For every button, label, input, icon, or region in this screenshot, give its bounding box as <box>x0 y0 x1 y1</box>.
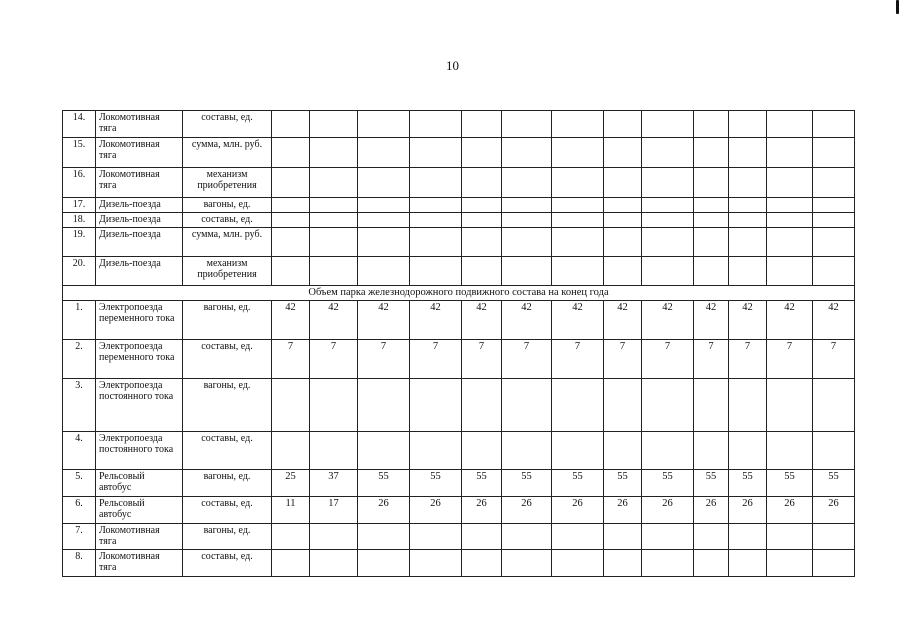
value-cell <box>729 228 767 257</box>
value-cell <box>813 168 855 198</box>
value-cell <box>462 168 502 198</box>
value-cell: 26 <box>462 497 502 524</box>
value-cell <box>410 379 462 432</box>
value-cell <box>272 198 310 213</box>
scan-edge-mark <box>896 0 899 14</box>
rolling-stock-table <box>62 110 855 577</box>
value-cell <box>272 213 310 228</box>
row-number: 5. <box>63 470 96 497</box>
value-cell <box>552 379 604 432</box>
table-row <box>63 550 855 577</box>
value-cell <box>694 228 729 257</box>
row-number: 1. <box>63 301 96 340</box>
value-cell: 55 <box>604 470 642 497</box>
value-cell <box>767 379 813 432</box>
value-cell <box>358 138 410 168</box>
value-cell <box>410 550 462 577</box>
value-cell <box>604 379 642 432</box>
value-cell: 26 <box>767 497 813 524</box>
value-cell <box>410 257 462 286</box>
value-cell <box>813 379 855 432</box>
value-cell <box>604 550 642 577</box>
value-cell <box>767 432 813 470</box>
value-cell <box>767 257 813 286</box>
value-cell <box>813 138 855 168</box>
value-cell <box>642 168 694 198</box>
value-cell <box>502 432 552 470</box>
value-cell <box>502 198 552 213</box>
value-cell <box>729 379 767 432</box>
value-cell <box>813 111 855 138</box>
value-cell <box>410 138 462 168</box>
table-row <box>63 111 855 138</box>
value-cell <box>410 524 462 550</box>
value-cell: 55 <box>767 470 813 497</box>
table-row <box>63 228 855 257</box>
row-name: Локомотивная тяга <box>96 524 183 550</box>
value-cell: 55 <box>502 470 552 497</box>
value-cell <box>729 524 767 550</box>
row-name: Дизель-поезда <box>96 228 183 257</box>
value-cell <box>694 213 729 228</box>
value-cell <box>642 198 694 213</box>
row-number: 2. <box>63 340 96 379</box>
row-name: Дизель-поезда <box>96 198 183 213</box>
value-cell <box>462 550 502 577</box>
table-row <box>63 524 855 550</box>
value-cell: 42 <box>642 301 694 340</box>
value-cell <box>358 168 410 198</box>
value-cell <box>813 228 855 257</box>
table-row <box>63 340 855 379</box>
value-cell: 55 <box>410 470 462 497</box>
table-row <box>63 432 855 470</box>
value-cell <box>767 111 813 138</box>
value-cell <box>729 257 767 286</box>
value-cell <box>642 138 694 168</box>
value-cell <box>729 111 767 138</box>
table-row <box>63 497 855 524</box>
value-cell: 25 <box>272 470 310 497</box>
row-number: 15. <box>63 138 96 168</box>
row-name: Электропоезда постоянного тока <box>96 432 183 470</box>
value-cell <box>358 550 410 577</box>
value-cell <box>604 198 642 213</box>
row-number: 4. <box>63 432 96 470</box>
row-unit: составы, ед. <box>183 550 272 577</box>
value-cell <box>410 432 462 470</box>
value-cell <box>694 168 729 198</box>
value-cell <box>642 228 694 257</box>
value-cell <box>813 198 855 213</box>
value-cell <box>642 550 694 577</box>
value-cell <box>604 257 642 286</box>
table-body-bottom <box>63 301 855 577</box>
value-cell <box>694 550 729 577</box>
value-cell <box>604 111 642 138</box>
value-cell <box>410 198 462 213</box>
value-cell: 7 <box>310 340 358 379</box>
value-cell <box>694 257 729 286</box>
value-cell: 42 <box>358 301 410 340</box>
value-cell <box>410 228 462 257</box>
value-cell: 7 <box>272 340 310 379</box>
value-cell <box>272 379 310 432</box>
value-cell: 55 <box>462 470 502 497</box>
value-cell <box>462 111 502 138</box>
value-cell: 7 <box>813 340 855 379</box>
value-cell: 7 <box>694 340 729 379</box>
value-cell <box>729 213 767 228</box>
value-cell: 26 <box>358 497 410 524</box>
row-name: Локомотивная тяга <box>96 168 183 198</box>
value-cell <box>552 524 604 550</box>
value-cell <box>729 168 767 198</box>
value-cell <box>358 111 410 138</box>
value-cell <box>310 432 358 470</box>
row-name: Рельсовый автобус <box>96 470 183 497</box>
value-cell: 55 <box>642 470 694 497</box>
row-unit: составы, ед. <box>183 497 272 524</box>
value-cell: 42 <box>310 301 358 340</box>
page-number: 10 <box>446 58 459 73</box>
value-cell <box>272 524 310 550</box>
value-cell <box>358 213 410 228</box>
value-cell: 26 <box>729 497 767 524</box>
value-cell <box>462 257 502 286</box>
value-cell: 42 <box>813 301 855 340</box>
value-cell <box>358 432 410 470</box>
value-cell <box>502 257 552 286</box>
value-cell: 55 <box>694 470 729 497</box>
value-cell <box>767 168 813 198</box>
value-cell: 7 <box>462 340 502 379</box>
value-cell <box>272 228 310 257</box>
value-cell <box>642 379 694 432</box>
value-cell <box>642 213 694 228</box>
value-cell <box>272 550 310 577</box>
row-number: 7. <box>63 524 96 550</box>
value-cell <box>552 168 604 198</box>
row-unit: механизм приобретения <box>183 168 272 198</box>
value-cell <box>552 111 604 138</box>
row-number: 14. <box>63 111 96 138</box>
row-unit: вагоны, ед. <box>183 198 272 213</box>
value-cell <box>272 257 310 286</box>
value-cell: 42 <box>272 301 310 340</box>
table-row <box>63 213 855 228</box>
value-cell <box>729 432 767 470</box>
value-cell <box>729 138 767 168</box>
value-cell: 7 <box>642 340 694 379</box>
value-cell <box>502 168 552 198</box>
value-cell: 7 <box>502 340 552 379</box>
value-cell <box>502 228 552 257</box>
row-unit: вагоны, ед. <box>183 470 272 497</box>
value-cell <box>694 138 729 168</box>
value-cell <box>767 213 813 228</box>
value-cell <box>552 257 604 286</box>
value-cell <box>642 111 694 138</box>
value-cell <box>462 198 502 213</box>
value-cell <box>462 379 502 432</box>
value-cell <box>604 168 642 198</box>
row-unit: составы, ед. <box>183 340 272 379</box>
value-cell: 7 <box>604 340 642 379</box>
value-cell <box>813 524 855 550</box>
value-cell: 7 <box>410 340 462 379</box>
value-cell <box>604 138 642 168</box>
value-cell <box>462 524 502 550</box>
value-cell <box>272 432 310 470</box>
value-cell: 42 <box>552 301 604 340</box>
value-cell <box>694 198 729 213</box>
value-cell: 26 <box>694 497 729 524</box>
value-cell <box>310 213 358 228</box>
value-cell: 42 <box>502 301 552 340</box>
value-cell <box>813 257 855 286</box>
value-cell <box>310 168 358 198</box>
value-cell: 26 <box>552 497 604 524</box>
value-cell <box>462 228 502 257</box>
row-name: Локомотивная тяга <box>96 111 183 138</box>
row-name: Рельсовый автобус <box>96 497 183 524</box>
table-row <box>63 198 855 213</box>
value-cell <box>694 379 729 432</box>
value-cell: 55 <box>358 470 410 497</box>
table-row <box>63 301 855 340</box>
row-name: Электропоезда постоянного тока <box>96 379 183 432</box>
row-name: Локомотивная тяга <box>96 550 183 577</box>
row-unit: вагоны, ед. <box>183 301 272 340</box>
value-cell <box>310 379 358 432</box>
value-cell <box>310 228 358 257</box>
value-cell <box>502 213 552 228</box>
value-cell <box>694 524 729 550</box>
value-cell <box>552 213 604 228</box>
row-name: Дизель-поезда <box>96 257 183 286</box>
value-cell <box>552 432 604 470</box>
value-cell: 42 <box>410 301 462 340</box>
row-name: Локомотивная тяга <box>96 138 183 168</box>
value-cell: 17 <box>310 497 358 524</box>
value-cell <box>272 111 310 138</box>
table-row <box>63 379 855 432</box>
table-row <box>63 168 855 198</box>
value-cell <box>642 432 694 470</box>
value-cell <box>729 198 767 213</box>
value-cell <box>310 138 358 168</box>
row-unit: механизм приобретения <box>183 257 272 286</box>
value-cell: 42 <box>767 301 813 340</box>
value-cell <box>358 379 410 432</box>
value-cell <box>813 213 855 228</box>
row-unit: вагоны, ед. <box>183 379 272 432</box>
value-cell <box>694 111 729 138</box>
value-cell: 26 <box>502 497 552 524</box>
value-cell <box>358 228 410 257</box>
value-cell <box>310 111 358 138</box>
value-cell <box>358 198 410 213</box>
value-cell <box>310 198 358 213</box>
value-cell <box>604 432 642 470</box>
value-cell <box>358 524 410 550</box>
value-cell <box>502 550 552 577</box>
value-cell: 26 <box>604 497 642 524</box>
section-row <box>63 286 855 301</box>
value-cell <box>552 550 604 577</box>
row-number: 19. <box>63 228 96 257</box>
value-cell <box>310 524 358 550</box>
value-cell <box>694 432 729 470</box>
row-unit: составы, ед. <box>183 111 272 138</box>
value-cell <box>552 198 604 213</box>
value-cell <box>813 550 855 577</box>
value-cell: 42 <box>729 301 767 340</box>
value-cell: 7 <box>552 340 604 379</box>
value-cell <box>462 213 502 228</box>
row-number: 3. <box>63 379 96 432</box>
row-name: Электропоезда переменного тока <box>96 301 183 340</box>
value-cell <box>767 524 813 550</box>
value-cell <box>502 379 552 432</box>
value-cell <box>462 138 502 168</box>
row-number: 17. <box>63 198 96 213</box>
value-cell: 11 <box>272 497 310 524</box>
value-cell <box>502 111 552 138</box>
row-number: 16. <box>63 168 96 198</box>
row-name: Дизель-поезда <box>96 213 183 228</box>
row-name: Электропоезда переменного тока <box>96 340 183 379</box>
value-cell <box>767 198 813 213</box>
row-unit: сумма, млн. руб. <box>183 228 272 257</box>
value-cell <box>272 168 310 198</box>
row-number: 8. <box>63 550 96 577</box>
value-cell: 26 <box>813 497 855 524</box>
value-cell: 26 <box>410 497 462 524</box>
row-unit: составы, ед. <box>183 213 272 228</box>
table-row <box>63 470 855 497</box>
value-cell <box>410 213 462 228</box>
value-cell <box>552 138 604 168</box>
value-cell <box>767 228 813 257</box>
row-unit: вагоны, ед. <box>183 524 272 550</box>
value-cell: 42 <box>694 301 729 340</box>
value-cell: 37 <box>310 470 358 497</box>
value-cell <box>410 168 462 198</box>
value-cell <box>410 111 462 138</box>
value-cell <box>462 432 502 470</box>
value-cell <box>310 550 358 577</box>
value-cell: 55 <box>552 470 604 497</box>
table-row <box>63 138 855 168</box>
value-cell: 7 <box>358 340 410 379</box>
value-cell <box>272 138 310 168</box>
value-cell <box>642 524 694 550</box>
value-cell <box>310 257 358 286</box>
value-cell: 7 <box>767 340 813 379</box>
row-number: 18. <box>63 213 96 228</box>
value-cell <box>604 524 642 550</box>
row-unit: сумма, млн. руб. <box>183 138 272 168</box>
table-body-top <box>63 111 855 286</box>
value-cell <box>813 432 855 470</box>
value-cell <box>552 228 604 257</box>
value-cell: 42 <box>604 301 642 340</box>
value-cell <box>767 138 813 168</box>
value-cell: 26 <box>642 497 694 524</box>
value-cell <box>502 138 552 168</box>
value-cell: 7 <box>729 340 767 379</box>
value-cell: 42 <box>462 301 502 340</box>
value-cell <box>358 257 410 286</box>
value-cell <box>502 524 552 550</box>
value-cell <box>767 550 813 577</box>
table-row <box>63 257 855 286</box>
value-cell <box>729 550 767 577</box>
row-number: 6. <box>63 497 96 524</box>
table-section <box>63 286 855 301</box>
value-cell: 55 <box>729 470 767 497</box>
row-number: 20. <box>63 257 96 286</box>
value-cell <box>604 213 642 228</box>
section-title: Объем парка железнодорожного подвижного состава на конец года <box>63 286 855 301</box>
value-cell: 55 <box>813 470 855 497</box>
value-cell <box>642 257 694 286</box>
row-unit: составы, ед. <box>183 432 272 470</box>
value-cell <box>604 228 642 257</box>
